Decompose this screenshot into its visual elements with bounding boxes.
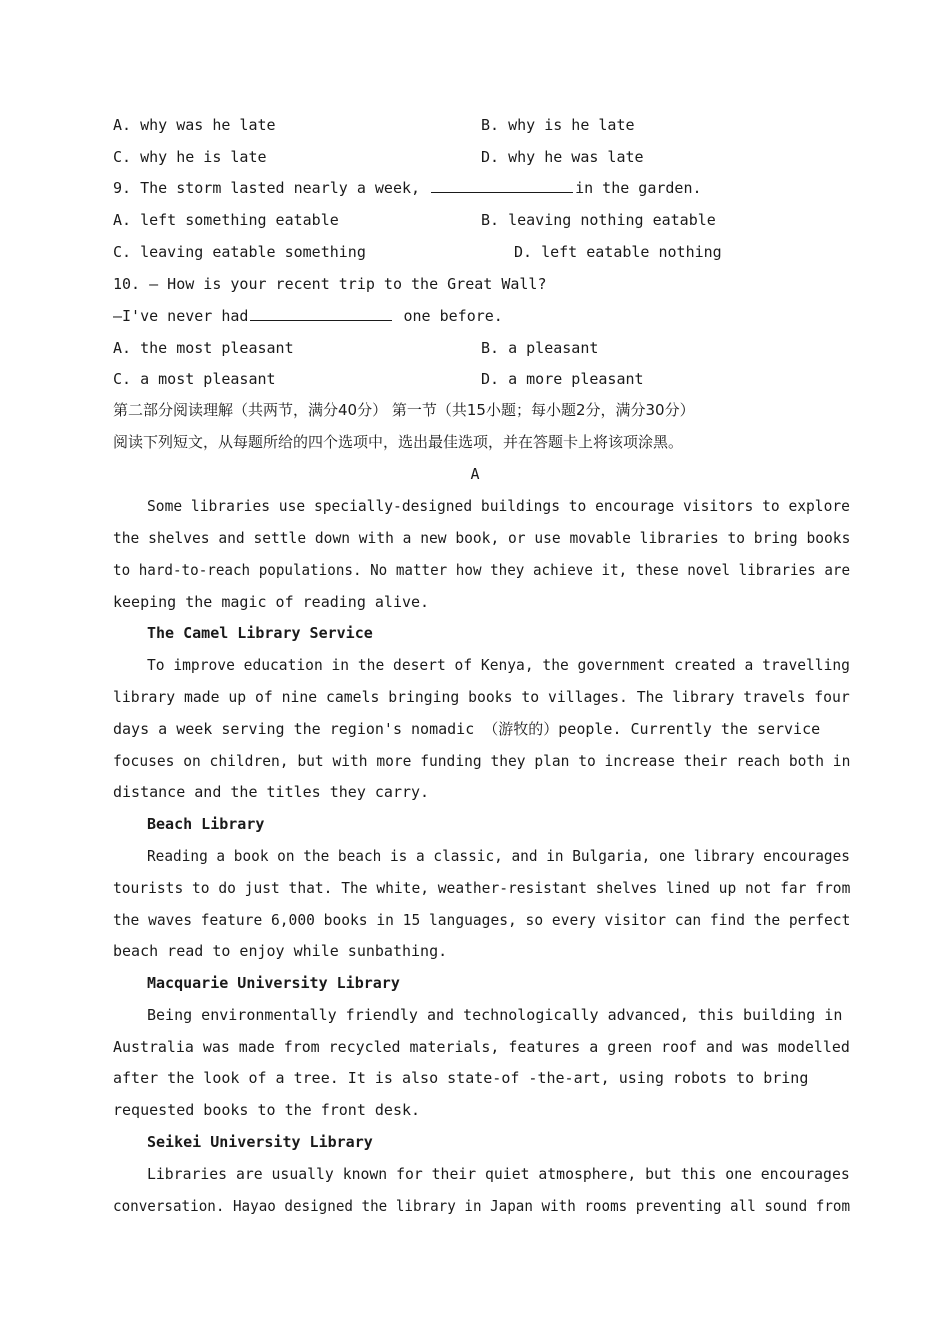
beach-line: beach read to enjoy while sunbathing. bbox=[113, 942, 448, 960]
beach-library-heading: Beach Library bbox=[147, 815, 265, 833]
macquarie-library-heading: Macquarie University Library bbox=[147, 974, 400, 992]
beach-line: the waves feature 6,000 books in 15 languages, so every visitor can find the perfect bbox=[113, 911, 851, 929]
q10-stem-after: one before. bbox=[394, 307, 503, 325]
intro-line: keeping the magic of reading alive. bbox=[113, 593, 430, 611]
q8-option-c: C. why he is late bbox=[113, 148, 267, 166]
camel-line: focuses on children, but with more funding they plan to increase their reach both in bbox=[113, 752, 851, 770]
beach-line: Reading a book on the beach is a classic, and in Bulgaria, one library encourages bbox=[147, 847, 850, 865]
passage-label: A bbox=[470, 465, 480, 483]
section-title: 第二部分阅读理解（共两节，满分40分） 第一节（共15小题；每小题2分，满分30分） bbox=[113, 401, 695, 419]
q9-stem bbox=[113, 177, 702, 199]
q8-option-b: B. why is he late bbox=[481, 116, 635, 134]
intro-line: to hard-to-reach populations. No matter how they achieve it, these novel libraries are bbox=[113, 561, 851, 579]
macquarie-line: Being environmentally friendly and technologically advanced, this building in bbox=[147, 1006, 843, 1024]
camel-library-heading: The Camel Library Service bbox=[147, 624, 373, 642]
macquarie-line: Australia was made from recycled materials, features a green roof and was modelled bbox=[113, 1038, 850, 1056]
beach-line: tourists to do just that. The white, weather-resistant shelves lined up not far from bbox=[113, 879, 851, 897]
q10-stem-before: —I've never had bbox=[113, 307, 249, 325]
q10-option-b: B. a pleasant bbox=[481, 339, 599, 357]
camel-line: To improve education in the desert of Kenya, the government created a travelling bbox=[147, 656, 850, 674]
q10-option-c: C. a most pleasant bbox=[113, 370, 276, 388]
seikei-line: conversation. Hayao designed the library in Japan with rooms preventing all sound from bbox=[113, 1197, 851, 1215]
q10-option-a: A. the most pleasant bbox=[113, 339, 294, 357]
q10-answer-blank bbox=[250, 305, 392, 321]
q8-option-a: A. why was he late bbox=[113, 116, 276, 134]
macquarie-line: after the look of a tree. It is also state-of -the-art, using robots to bring bbox=[113, 1069, 809, 1087]
seikei-line: Libraries are usually known for their quiet atmosphere, but this one encourages bbox=[147, 1165, 850, 1183]
q8-option-d: D. why he was late bbox=[481, 148, 644, 166]
q10-stem-1: 10. — How is your recent trip to the Great Wall? bbox=[113, 275, 547, 293]
q10-option-d: D. a more pleasant bbox=[481, 370, 644, 388]
q9-answer-blank bbox=[431, 177, 573, 193]
q9-option-a: A. left something eatable bbox=[113, 211, 339, 229]
q9-stem-after: in the garden. bbox=[575, 179, 702, 197]
intro-line: the shelves and settle down with a new book, or use movable libraries to bring books bbox=[113, 529, 851, 547]
camel-line: distance and the titles they carry. bbox=[113, 783, 430, 801]
macquarie-line: requested books to the front desk. bbox=[113, 1101, 421, 1119]
seikei-library-heading: Seikei University Library bbox=[147, 1133, 373, 1151]
q10-stem-2 bbox=[113, 305, 503, 327]
camel-line: library made up of nine camels bringing books to villages. The library travels four bbox=[113, 688, 850, 706]
intro-line: Some libraries use specially-designed buildings to encourage visitors to explore bbox=[147, 497, 850, 515]
q9-option-b: B. leaving nothing eatable bbox=[481, 211, 716, 229]
section-instructions: 阅读下列短文，从每题所给的四个选项中，选出最佳选项，并在答题卡上将该项涂黑。 bbox=[113, 433, 684, 451]
q9-stem-before: 9. The storm lasted nearly a week, bbox=[113, 179, 430, 197]
q9-option-d: D. left eatable nothing bbox=[514, 243, 722, 261]
camel-line: days a week serving the region's nomadic （游牧的）people. Currently the service bbox=[113, 720, 821, 738]
q9-option-c: C. leaving eatable something bbox=[113, 243, 366, 261]
